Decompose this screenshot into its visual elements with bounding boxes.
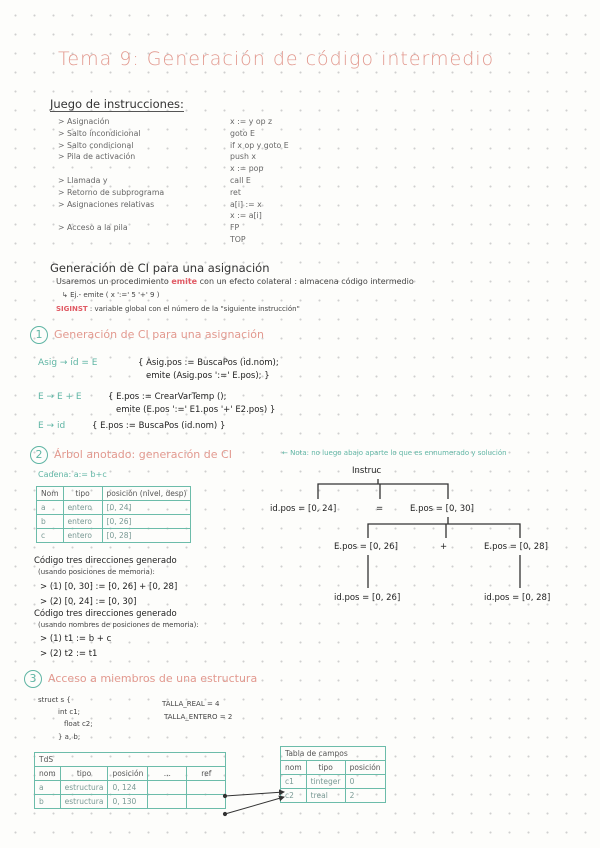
- cod1-sub: (usando posiciones de memoria):: [38, 568, 155, 576]
- struct-line3: float c2;: [64, 720, 93, 728]
- symbol-table-cell: entero: [63, 501, 102, 515]
- tree-root: Instruc: [352, 466, 382, 476]
- instruction-code: ret: [230, 187, 241, 197]
- symbol-table-cell: b: [37, 515, 64, 529]
- symbol-table-header-cell: tipo: [63, 487, 102, 501]
- tds-table-cell: 0, 130: [108, 795, 148, 809]
- symbol-table-cell: [0, 28]: [102, 529, 191, 543]
- talla-real: TALLA_REAL = 4: [162, 700, 220, 708]
- instruction-code: x := y op z: [230, 117, 273, 126]
- cod2-line2: > (2) t2 := t1: [40, 649, 98, 659]
- instruction-name: > Salto condicional: [58, 140, 134, 150]
- instruction-code: push x: [230, 152, 256, 162]
- instruction-code: goto E: [230, 128, 255, 138]
- section-3-heading: 3 Acceso a miembros de una estructura: [24, 670, 257, 688]
- rule-1-action-a: { Asig.pos := BuscaPos (id.nom);: [138, 358, 279, 368]
- symbol-table-header-cell: Nom: [37, 487, 64, 501]
- tds-table-header-cell: nom: [35, 767, 61, 781]
- campos-table-header-cell: tipo: [306, 761, 345, 775]
- siginst-label: SIGINST: [56, 305, 88, 313]
- tds-table-cell: estructura: [60, 781, 108, 795]
- symbol-table-header-cell: posición (nivel, desp): [102, 487, 191, 501]
- tree-node-id-b: id.pos = [0, 26]: [334, 593, 401, 603]
- symbol-table-cell: [0, 26]: [102, 515, 191, 529]
- campos-table-cell: tinteger: [306, 775, 345, 789]
- symbol-table-cell: a: [37, 501, 64, 515]
- gen-line1: Usaremos un procedimiento emite con un efecto colateral : almacena código intermedio: [56, 277, 414, 286]
- instruction-name: > Acceso a la pila: [58, 223, 128, 233]
- instruction-code: FP: [230, 223, 240, 233]
- rule-2-action-a: { E.pos := CrearVarTemp ();: [108, 392, 227, 402]
- rule-3-action: { E.pos := BuscaPos (id.nom) }: [92, 421, 226, 431]
- tree-node-e-left: E.pos = [0, 26]: [334, 542, 398, 552]
- tds-table-header-cell: ...: [148, 767, 187, 781]
- campos-label: Tabla de campos: [281, 747, 386, 761]
- campos-table-cell: c2: [281, 789, 307, 803]
- rule-2-left: E → E + E: [38, 392, 82, 402]
- rule-3-left: E → id: [38, 421, 66, 431]
- tree-node-equals: =: [376, 504, 384, 514]
- instruction-code: x := pop: [230, 164, 264, 174]
- tree-node-id-c: id.pos = [0, 28]: [484, 593, 551, 603]
- tree-node-e-right: E.pos = [0, 28]: [484, 542, 548, 552]
- tds-table-cell: b: [35, 795, 61, 809]
- struct-line4: } a, b;: [58, 733, 81, 741]
- instruction-name: > Asignaciones relativas: [58, 199, 155, 209]
- cadena-label: Cadena: a:= b+c: [38, 470, 107, 479]
- section-2-number: 2: [30, 446, 48, 464]
- campos-table-cell: treal: [306, 789, 345, 803]
- tree-node-e-root: E.pos = [0, 30]: [410, 504, 474, 514]
- talla-entero: TALLA_ENTERO = 2: [164, 713, 233, 721]
- cod1-line1: > (1) [0, 30] := [0, 26] + [0, 28]: [40, 582, 178, 592]
- cod2-sub: (usando nombres de posiciones de memoria):: [38, 621, 199, 629]
- tds-table-header-cell: tipo: [60, 767, 108, 781]
- page-title: Tema 9: Generación de código intermedio: [58, 48, 495, 70]
- instruction-code: if x op y goto E: [230, 140, 289, 150]
- siginst-line: SIGINST : variable global con el número de la "siguiente instrucción": [56, 305, 300, 313]
- cod2-title: Código tres direcciones generado: [34, 609, 177, 619]
- instruction-name: > Salto incondicional: [58, 128, 141, 138]
- campos-table-cell: c1: [281, 775, 307, 789]
- campos-table-header-cell: posición: [345, 761, 385, 775]
- instruction-code: a[i] := x: [230, 199, 262, 209]
- campos-table-cell: 0: [345, 775, 385, 789]
- symbol-table-cell: c: [37, 529, 64, 543]
- tree-node-plus: +: [440, 542, 448, 552]
- instruction-name: > Pila de activación: [58, 152, 136, 162]
- tds-table-header-cell: posición: [108, 767, 148, 781]
- tds-label: TdS: [35, 753, 226, 767]
- gen-heading: Generación de CI para una asignación: [50, 261, 270, 275]
- struct-line1: struct s {: [38, 696, 71, 704]
- section-2-note: ← Nota: no luego abajo aparte lo que es ennumerado y solución: [282, 449, 507, 457]
- gen-line2: ↳ Ej.- emite ( x ':=' 5 '+' 9 ): [62, 291, 160, 299]
- symbol-table-cell: entero: [63, 515, 102, 529]
- rule-1-left: Asig → id = E: [38, 358, 98, 368]
- tds-table-cell: a: [35, 781, 61, 795]
- section-2-heading: 2 Árbol anotado: generación de CI: [30, 446, 232, 464]
- section-3-number: 3: [24, 670, 42, 688]
- rule-1-action-b: emite (Asig.pos ':=' E.pos); }: [146, 371, 270, 381]
- campos-table-header-cell: nom: [281, 761, 307, 775]
- tree-node-id: id.pos = [0, 24]: [270, 504, 337, 514]
- instruction-code: x := a[i]: [230, 211, 262, 221]
- rule-2-action-b: emite (E.pos ':=' E1.pos '+' E2.pos) }: [116, 405, 276, 415]
- tds-table-cell: 0, 124: [108, 781, 148, 795]
- instruction-code: TOP: [230, 234, 246, 244]
- instruction-code: call E: [230, 175, 251, 185]
- instruction-name: > Retorno de subprograma: [58, 187, 165, 197]
- instruction-name: > Asignación: [58, 117, 110, 126]
- cod2-line1: > (1) t1 := b + c: [40, 634, 112, 644]
- cod1-title: Código tres direcciones generado: [34, 556, 177, 566]
- instruction-name: > Llamada y: [58, 175, 108, 185]
- cod1-line2: > (2) [0, 24] := [0, 30]: [40, 597, 137, 607]
- juego-heading: Juego de instrucciones:: [50, 97, 184, 111]
- tds-table-cell: estructura: [60, 795, 108, 809]
- section-1-number: 1: [30, 326, 48, 344]
- struct-line2: int c1;: [58, 708, 81, 716]
- tds-table-header-cell: ref: [187, 767, 226, 781]
- symbol-table-cell: entero: [63, 529, 102, 543]
- emite-keyword: emite: [171, 277, 198, 286]
- campos-table-cell: 2: [345, 789, 385, 803]
- symbol-table-cell: [0, 24]: [102, 501, 191, 515]
- section-1-heading: 1 Generación de CI para una asignación: [30, 326, 264, 344]
